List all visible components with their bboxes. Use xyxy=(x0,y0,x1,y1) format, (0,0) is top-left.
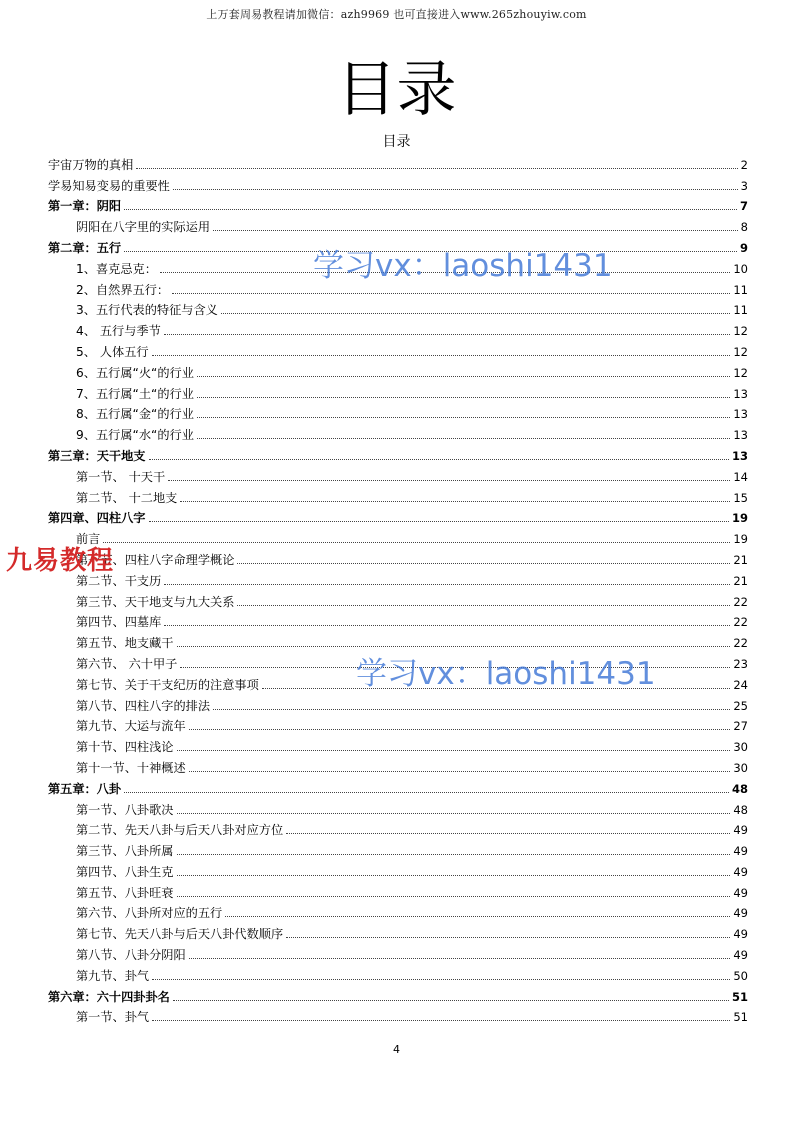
toc-entry-label: 第三节、八卦所属 xyxy=(76,844,174,859)
dot-leader xyxy=(152,355,731,356)
toc-entry-page: 49 xyxy=(733,906,748,921)
dot-leader xyxy=(164,625,730,626)
toc-entry-label: 第二节、干支历 xyxy=(76,573,162,588)
toc-entry-chapter[interactable] xyxy=(48,172,748,193)
toc-entry-page: 50 xyxy=(733,968,748,983)
toc-entry-label: 第一章：阴阳 xyxy=(48,199,122,214)
toc-entry-label: 5、 人体五行 xyxy=(76,344,149,359)
toc-entry-page: 22 xyxy=(733,636,748,651)
toc-entry-label: 第一节、四柱八字命理学概论 xyxy=(76,552,235,567)
toc-entry-label: 9、五行属“水“的行业 xyxy=(76,428,194,443)
dot-leader xyxy=(152,979,730,980)
toc-entry-page: 22 xyxy=(733,615,748,630)
toc-entry-page: 15 xyxy=(733,490,748,505)
toc-entry-page: 10 xyxy=(733,261,748,276)
dot-leader xyxy=(177,896,731,897)
toc-entry-section[interactable] xyxy=(48,297,748,318)
dot-leader xyxy=(164,334,731,335)
toc-entry-section[interactable] xyxy=(48,484,748,505)
toc-entry-section[interactable] xyxy=(48,754,748,775)
toc-entry-label: 1、喜克忌克： xyxy=(76,261,157,276)
dot-leader xyxy=(213,709,730,710)
toc-entry-label: 第三章：天干地支 xyxy=(48,448,146,463)
toc-entry-page: 13 xyxy=(733,407,748,422)
toc-entry-section[interactable] xyxy=(48,941,748,962)
toc-entry-label: 第三节、天干地支与九大关系 xyxy=(76,594,235,609)
dot-leader xyxy=(152,1020,730,1021)
toc-entry-page: 19 xyxy=(733,532,748,547)
toc-entry-label: 第六节、八卦所对应的五行 xyxy=(76,906,223,921)
toc-entry-page: 27 xyxy=(733,719,748,734)
toc-entry-label: 第四节、八卦生克 xyxy=(76,864,174,879)
toc-entry-page: 49 xyxy=(733,948,748,963)
toc-entry-section[interactable] xyxy=(48,900,748,921)
toc-entry-section[interactable] xyxy=(48,463,748,484)
toc-entry-chapter[interactable] xyxy=(48,193,748,214)
toc-entry-label: 4、 五行与季节 xyxy=(76,324,161,339)
toc-entry-label: 前言 xyxy=(76,532,101,547)
toc-entry-label: 第六节、 六十甲子 xyxy=(76,656,178,671)
toc-entry-page: 11 xyxy=(733,282,748,297)
dot-leader xyxy=(286,833,730,834)
watermark-text: 学习vx：laoshi1431 xyxy=(356,656,656,692)
toc-entry-label: 7、五行属“土“的行业 xyxy=(76,386,194,401)
page-number: 4 xyxy=(393,1043,400,1056)
toc-entry-chapter[interactable] xyxy=(48,442,748,463)
dot-leader xyxy=(164,584,730,585)
dot-leader xyxy=(237,605,730,606)
toc-entry-label: 第五节、八卦旺衰 xyxy=(76,885,174,900)
dot-leader xyxy=(213,230,738,231)
toc-entry-label: 第九节、大运与流年 xyxy=(76,719,186,734)
toc-entry-section[interactable] xyxy=(48,380,748,401)
toc-entry-page: 49 xyxy=(733,927,748,942)
dot-leader xyxy=(149,459,729,460)
toc-entry-label: 第八节、八卦分阴阳 xyxy=(76,948,186,963)
toc-entry-page: 23 xyxy=(733,656,748,671)
toc-entry-page: 49 xyxy=(733,885,748,900)
watermark-text: 学习vx：laoshi1431 xyxy=(313,248,613,284)
toc-entry-page: 3 xyxy=(740,178,748,193)
toc-entry-section[interactable] xyxy=(48,1004,748,1025)
toc-entry-page: 12 xyxy=(733,365,748,380)
dot-leader xyxy=(168,480,730,481)
toc-entry-section[interactable] xyxy=(48,962,748,983)
dot-leader xyxy=(177,854,731,855)
toc-entry-page: 21 xyxy=(733,573,748,588)
dot-leader xyxy=(180,501,730,502)
toc-entry-section[interactable] xyxy=(48,629,748,650)
toc-entry-page: 48 xyxy=(733,802,748,817)
toc-entry-page: 8 xyxy=(740,220,748,235)
toc-entry-section[interactable] xyxy=(48,920,748,941)
dot-leader xyxy=(197,417,730,418)
toc-entry-page: 49 xyxy=(733,823,748,838)
toc-entry-label: 第八节、四柱八字的排法 xyxy=(76,698,211,713)
dot-leader xyxy=(173,1000,729,1001)
dot-leader xyxy=(189,729,731,730)
toc-entry-section[interactable] xyxy=(48,588,748,609)
dot-leader xyxy=(124,792,729,793)
toc-entry-page: 13 xyxy=(731,448,748,463)
toc-entry-chapter[interactable] xyxy=(48,151,748,172)
dot-leader xyxy=(177,646,731,647)
toc-entry-section[interactable] xyxy=(48,546,748,567)
toc-entry-label: 第四节、四墓库 xyxy=(76,615,162,630)
toc-entry-label: 学易知易变易的重要性 xyxy=(48,178,170,193)
toc-entry-label: 第十一节、十神概述 xyxy=(76,760,186,775)
toc-entry-page: 12 xyxy=(733,324,748,339)
toc-entry-label: 第九节、卦气 xyxy=(76,968,150,983)
toc-entry-label: 阴阳在八字里的实际运用 xyxy=(76,220,211,235)
toc-entry-page: 2 xyxy=(740,157,748,172)
toc-entry-section[interactable] xyxy=(48,692,748,713)
toc-entry-page: 11 xyxy=(733,303,748,318)
toc-entry-label: 第十节、四柱浅论 xyxy=(76,740,174,755)
toc-entry-section[interactable] xyxy=(48,733,748,754)
toc-entry-page: 13 xyxy=(733,428,748,443)
toc-entry-label: 第二节、 十二地支 xyxy=(76,490,178,505)
dot-leader xyxy=(177,813,731,814)
toc-entry-page: 14 xyxy=(733,469,748,484)
toc-entry-label: 第七节、先天八卦与后天八卦代数顺序 xyxy=(76,927,284,942)
toc-entry-page: 48 xyxy=(731,781,748,796)
dot-leader xyxy=(237,563,730,564)
dot-leader xyxy=(124,209,737,210)
toc-entry-chapter[interactable] xyxy=(48,505,748,526)
toc-entry-label: 2、自然界五行： xyxy=(76,282,170,297)
dot-leader xyxy=(189,958,731,959)
dot-leader xyxy=(173,189,738,190)
toc-entry-page: 9 xyxy=(739,240,748,255)
toc-entry-section[interactable] xyxy=(48,837,748,858)
toc-entry-label: 第六章：六十四卦卦名 xyxy=(48,989,170,1004)
toc-entry-section[interactable] xyxy=(48,858,748,879)
dot-leader xyxy=(197,397,730,398)
dot-leader xyxy=(225,916,730,917)
toc-entry-label: 第一节、 十天干 xyxy=(76,469,166,484)
toc-entry-page: 22 xyxy=(733,594,748,609)
page-title: 目录 xyxy=(336,55,457,125)
toc-entry-section[interactable] xyxy=(48,213,748,234)
toc-entry-section[interactable] xyxy=(48,817,748,838)
dot-leader xyxy=(149,521,729,522)
dot-leader xyxy=(197,438,730,439)
toc-entry-label: 第七节、关于干支纪历的注意事项 xyxy=(76,677,259,692)
toc-entry-label: 第五章：八卦 xyxy=(48,781,122,796)
dot-leader xyxy=(197,376,730,377)
toc-entry-section[interactable] xyxy=(48,796,748,817)
dot-leader xyxy=(136,168,737,169)
dot-leader xyxy=(177,750,731,751)
toc-entry-page: 25 xyxy=(733,698,748,713)
header-notice: 上万套周易教程请加微信：azh9969 也可直接进入www.265zhouyiw.com xyxy=(206,8,587,21)
dot-leader xyxy=(172,293,730,294)
toc-entry-page: 12 xyxy=(733,344,748,359)
dot-leader xyxy=(189,771,731,772)
toc-entry-section[interactable] xyxy=(48,609,748,630)
toc-entry-page: 49 xyxy=(733,864,748,879)
dot-leader xyxy=(221,313,731,314)
dot-leader xyxy=(103,542,730,543)
toc-entry-label: 6、五行属“火“的行业 xyxy=(76,365,194,380)
toc-entry-label: 宇宙万物的真相 xyxy=(48,157,134,172)
toc-entry-section[interactable] xyxy=(48,567,748,588)
toc-entry-page: 51 xyxy=(731,989,748,1004)
toc-entry-section[interactable] xyxy=(48,879,748,900)
toc-entry-page: 7 xyxy=(739,199,748,214)
toc-entry-page: 49 xyxy=(733,844,748,859)
toc-entry-page: 21 xyxy=(733,552,748,567)
brand-stamp: 九易教程 xyxy=(6,546,115,576)
toc-entry-page: 13 xyxy=(733,386,748,401)
toc-entry-label: 8、五行属“金“的行业 xyxy=(76,407,194,422)
toc-entry-chapter[interactable] xyxy=(48,775,748,796)
toc-entry-page: 30 xyxy=(733,740,748,755)
toc-entry-label: 3、五行代表的特征与含义 xyxy=(76,303,218,318)
toc-entry-section[interactable] xyxy=(48,338,748,359)
toc-entry-section[interactable] xyxy=(48,421,748,442)
toc-entry-label: 第二章：五行 xyxy=(48,240,122,255)
toc-entry-section[interactable] xyxy=(48,317,748,338)
toc-entry-label: 第四章、四柱八字 xyxy=(48,511,146,526)
toc-entry-label: 第一节、卦气 xyxy=(76,1010,150,1025)
toc-subtitle: 目录 xyxy=(382,134,411,150)
toc-entry-page: 30 xyxy=(733,760,748,775)
toc-entry-section[interactable] xyxy=(48,525,748,546)
toc-entry-page: 51 xyxy=(733,1010,748,1025)
toc-entry-section[interactable] xyxy=(48,359,748,380)
toc-entry-section[interactable] xyxy=(48,401,748,422)
toc-entry-section[interactable] xyxy=(48,713,748,734)
toc-entry-chapter[interactable] xyxy=(48,983,748,1004)
dot-leader xyxy=(177,875,731,876)
toc-entry-page: 19 xyxy=(731,511,748,526)
toc-entry-label: 第五节、地支藏干 xyxy=(76,636,174,651)
dot-leader xyxy=(286,937,730,938)
toc-entry-page: 24 xyxy=(733,677,748,692)
toc-entry-label: 第一节、八卦歌决 xyxy=(76,802,174,817)
toc-entry-label: 第二节、先天八卦与后天八卦对应方位 xyxy=(76,823,284,838)
